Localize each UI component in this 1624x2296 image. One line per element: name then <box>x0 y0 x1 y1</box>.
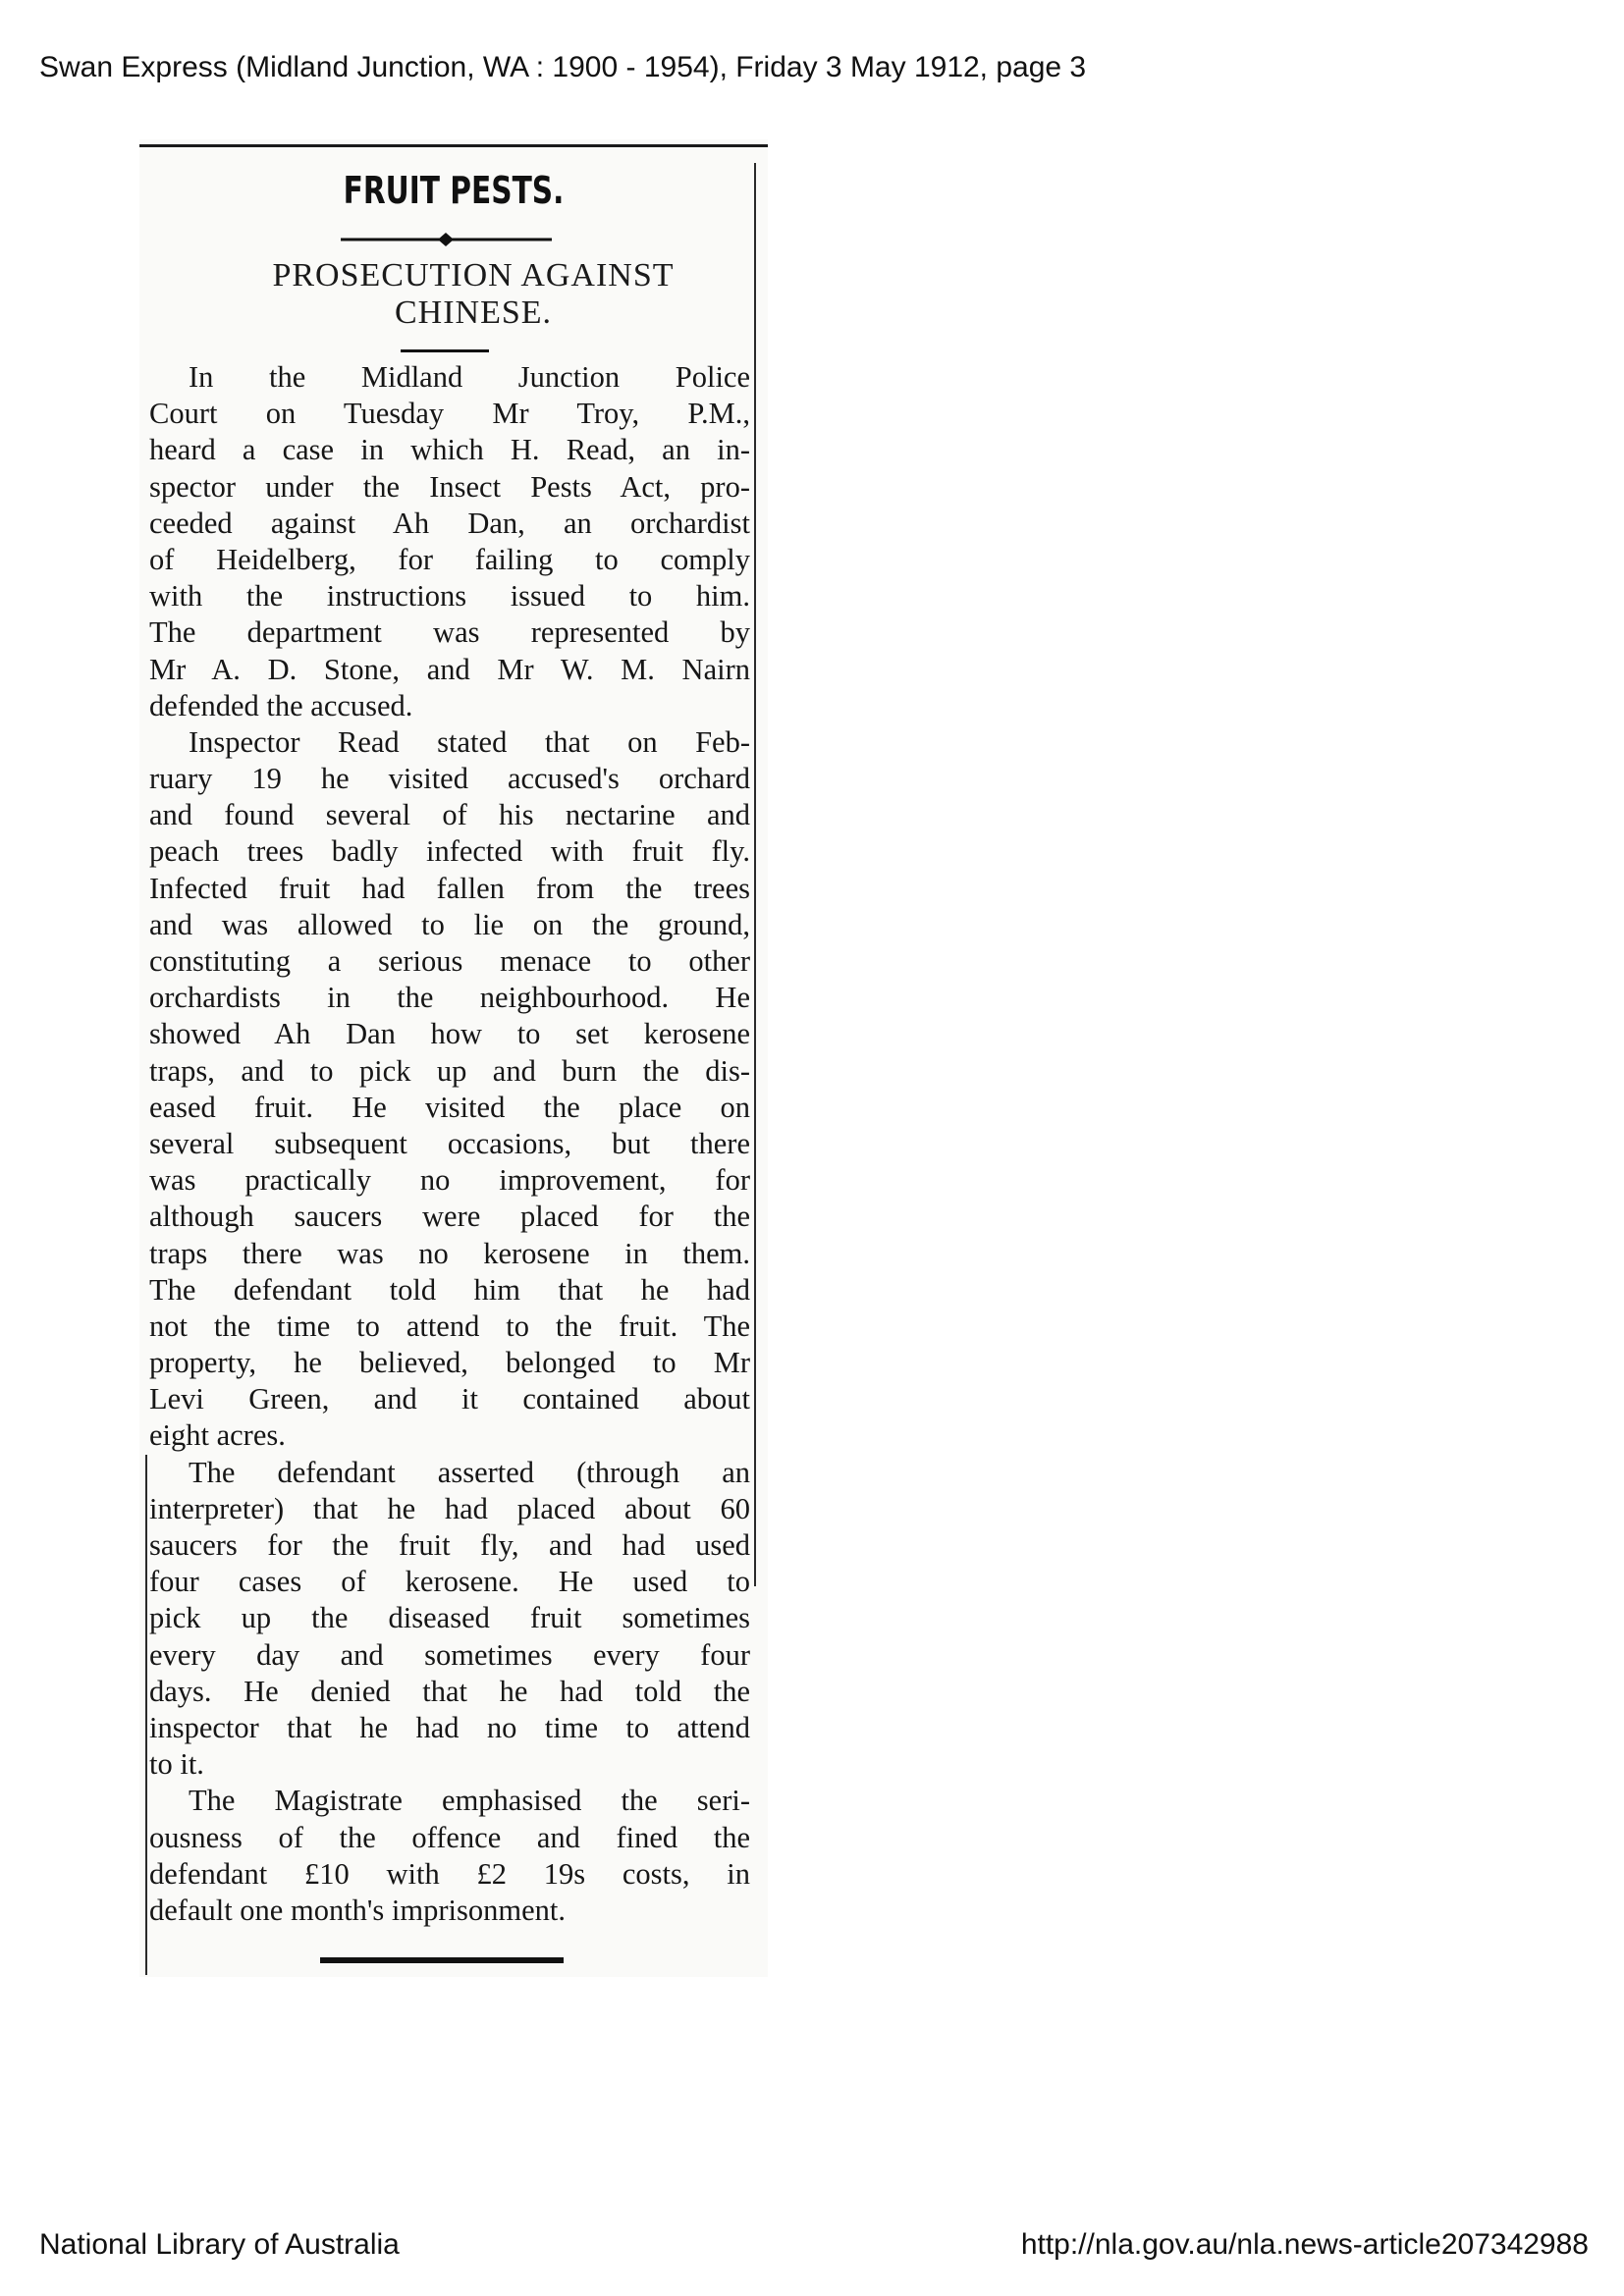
body-line: orchardists in the neighbourhood. He <box>149 981 750 1015</box>
body-line: heard a case in which H. Read, an in- <box>149 433 750 467</box>
body-line: defendant £10 with £2 19s costs, in <box>149 1856 750 1891</box>
body-line: constituting a serious menace to other <box>149 944 750 978</box>
body-line: pick up the diseased fruit sometimes <box>149 1601 750 1635</box>
body-line: Court on Tuesday Mr Troy, P.M., <box>149 397 750 431</box>
subheading-rule <box>401 349 489 352</box>
body-line: saucers for the fruit fly, and had used <box>149 1528 750 1562</box>
body-line: traps there was no kerosene in them. <box>149 1236 750 1270</box>
newspaper-clipping <box>139 139 768 1977</box>
subheading-line-1: PROSECUTION AGAINST <box>272 257 675 294</box>
body-line: not the time to attend to the fruit. The <box>149 1308 750 1343</box>
body-line: although saucers were placed for the <box>149 1200 750 1234</box>
clipping-right-column-rule <box>754 163 756 1586</box>
body-line: interpreter) that he had placed about 60 <box>149 1491 750 1525</box>
body-line: default one month's imprisonment. <box>149 1893 566 1927</box>
article-headline: FRUIT PESTS. <box>343 169 565 212</box>
headline-ornament-divider <box>341 232 552 247</box>
body-line: Mr A. D. Stone, and Mr W. M. Nairn <box>149 652 750 686</box>
subheading-line-2: CHINESE. <box>394 294 553 331</box>
body-line: property, he believed, belonged to Mr <box>149 1346 750 1380</box>
body-line: and found several of his nectarine and <box>149 798 750 832</box>
clipping-left-column-rule <box>145 1455 147 1975</box>
clipping-top-rule <box>139 144 768 147</box>
page-header-citation: Swan Express (Midland Junction, WA : 1900 - 1954), Friday 3 May 1912, page 3 <box>39 51 1087 83</box>
body-line: The defendant told him that he had <box>149 1272 750 1307</box>
body-line: inspector that he had no time to attend <box>149 1710 750 1744</box>
body-line: was practically no improvement, for <box>149 1163 750 1198</box>
body-line: The department was represented by <box>149 615 750 650</box>
body-line: of Heidelberg, for failing to comply <box>149 542 750 576</box>
body-line: several subsequent occasions, but there <box>149 1126 750 1160</box>
article-body <box>149 359 750 1929</box>
body-line: The defendant asserted (through an <box>189 1455 750 1489</box>
body-line: defended the accused. <box>149 688 413 722</box>
body-line: days. He denied that he had told the <box>149 1674 750 1708</box>
body-line: and was allowed to lie on the ground, <box>149 907 750 941</box>
body-line: every day and sometimes every four <box>149 1637 750 1672</box>
body-line: The Magistrate emphasised the seri- <box>189 1784 750 1818</box>
body-line: ceeded against Ah Dan, an orchardist <box>149 506 750 540</box>
body-line: peach trees badly infected with fruit fly. <box>149 834 750 869</box>
body-line: ousness of the offence and fined the <box>149 1820 750 1854</box>
body-line: In the Midland Junction Police <box>189 360 750 394</box>
footer-library-name: National Library of Australia <box>39 2228 400 2261</box>
footer-article-link[interactable]: http://nla.gov.au/nla.news-article207342988 <box>1020 2228 1589 2261</box>
body-line: with the instructions issued to him. <box>149 579 750 614</box>
body-line: Levi Green, and it contained about <box>149 1382 750 1416</box>
body-line: eased fruit. He visited the place on <box>149 1090 750 1124</box>
body-line: spector under the Insect Pests Act, pro- <box>149 469 750 504</box>
body-line: traps, and to pick up and burn the dis- <box>149 1053 750 1088</box>
body-line: ruary 19 he visited accused's orchard <box>149 762 750 796</box>
body-line: showed Ah Dan how to set kerosene <box>149 1017 750 1051</box>
body-line: eight acres. <box>149 1418 286 1453</box>
article-end-rule <box>320 1957 564 1963</box>
body-line: Inspector Read stated that on Feb- <box>189 724 750 759</box>
body-line: to it. <box>149 1747 204 1782</box>
body-line: Infected fruit had fallen from the trees <box>149 871 750 905</box>
article-subheading <box>159 257 787 332</box>
body-line: four cases of kerosene. He used to <box>149 1565 750 1599</box>
